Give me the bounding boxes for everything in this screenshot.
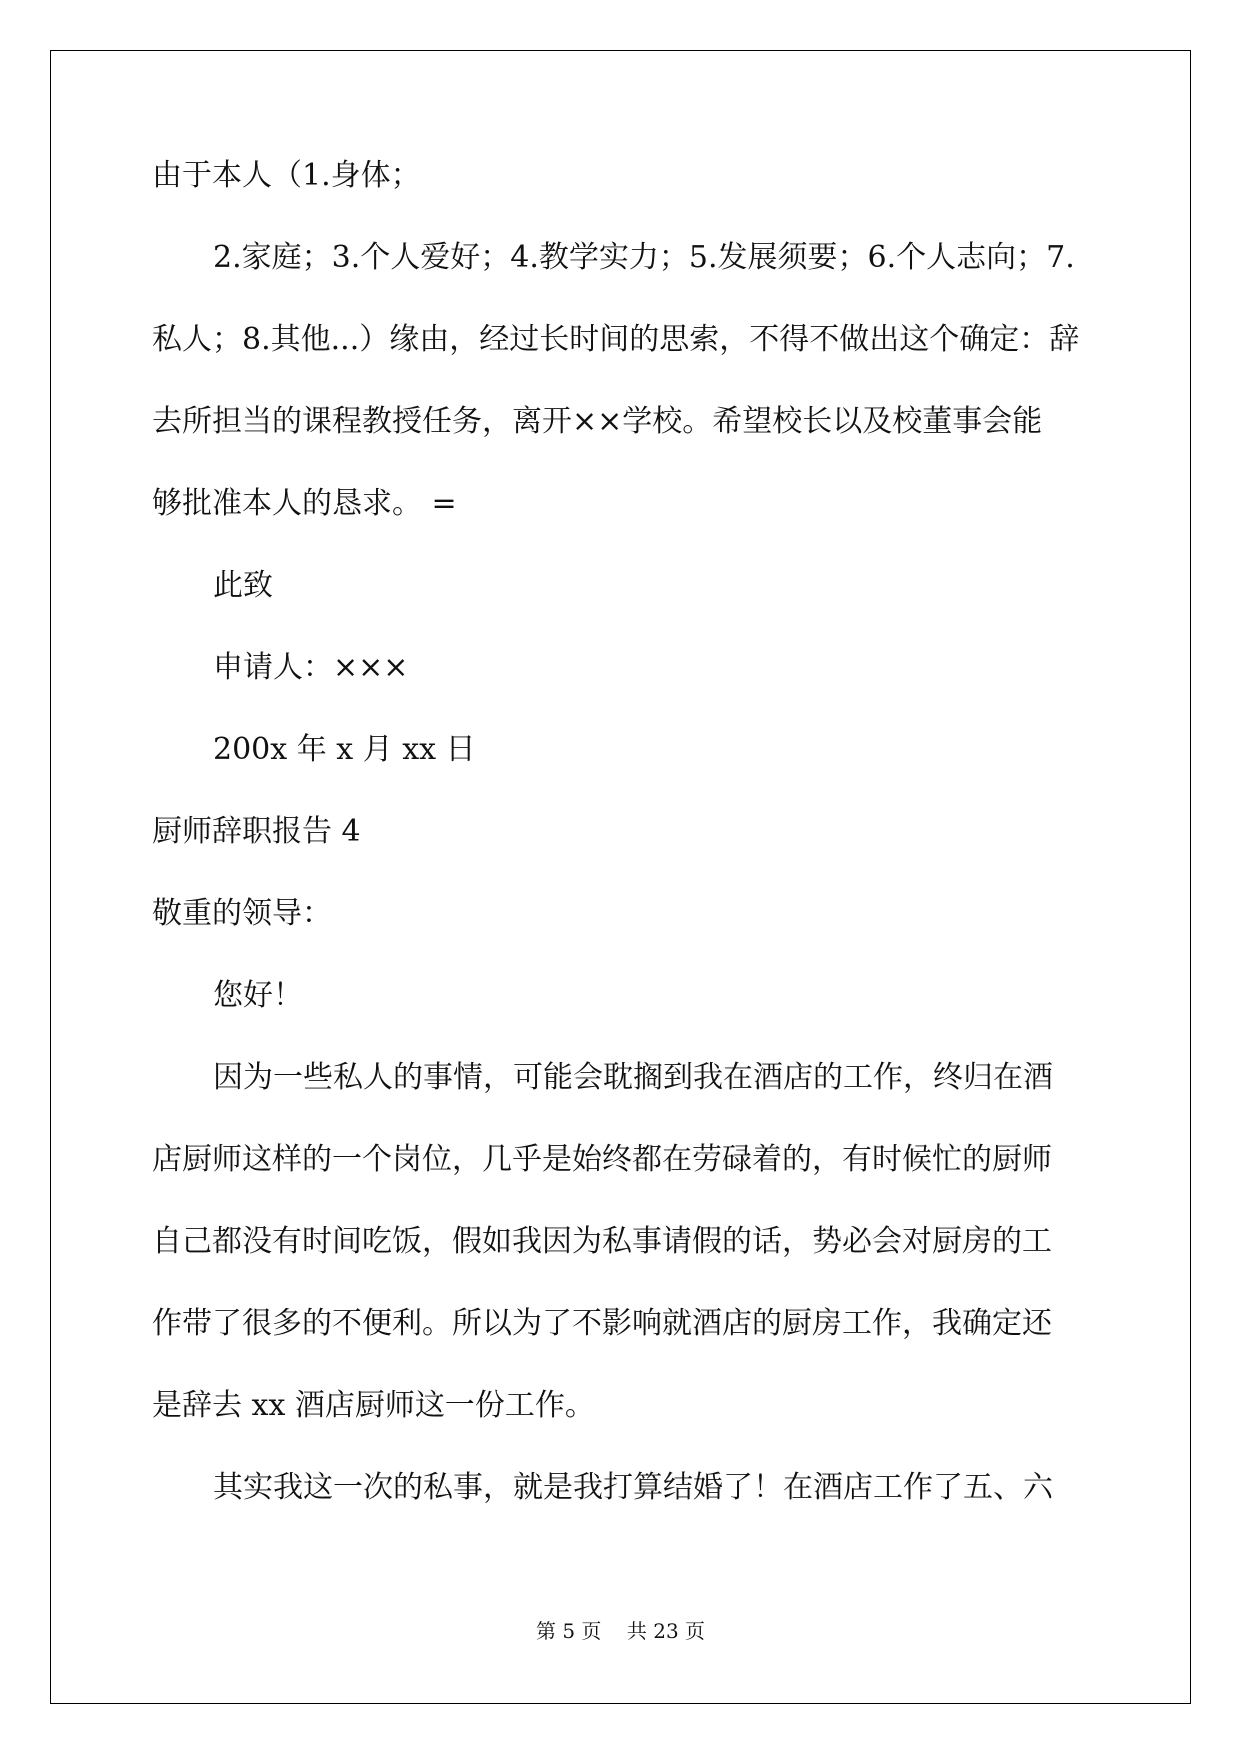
page-total: 共 23 页	[626, 1619, 706, 1643]
text-line: 自己都没有时间吃饭，假如我因为私事请假的话，势必会对厨房的工	[152, 1224, 1052, 1259]
text-line: 此致	[213, 568, 273, 603]
text-line: 因为一些私人的事情，可能会耽搁到我在酒店的工作，终归在酒	[213, 1060, 1053, 1095]
greeting: 您好！	[213, 978, 303, 1013]
text-line: 其实我这一次的私事，就是我打算结婚了！在酒店工作了五、六	[213, 1470, 1053, 1505]
text-line: 由于本人（1.身体；	[152, 158, 421, 193]
text-line: 申请人：×××	[213, 650, 409, 685]
page-footer	[0, 1615, 1241, 1644]
text-line: 私人；8.其他...）缘由，经过长时间的思索，不得不做出这个确定：辞	[152, 322, 1080, 357]
page-border	[50, 50, 1191, 1704]
text-line: 店厨师这样的一个岗位，几乎是始终都在劳碌着的，有时候忙的厨师	[152, 1142, 1052, 1177]
section-heading: 厨师辞职报告 4	[152, 814, 361, 849]
page-number: 第 5 页	[535, 1619, 602, 1643]
text-line: 去所担当的课程教授任务，离开××学校。希望校长以及校董事会能	[152, 404, 1043, 439]
text-line: 是辞去 xx 酒店厨师这一份工作。	[152, 1388, 595, 1423]
text-line: 作带了很多的不便利。所以为了不影响就酒店的厨房工作，我确定还	[152, 1306, 1052, 1341]
salutation: 敬重的领导：	[152, 896, 332, 931]
text-line: 够批准本人的恳求。 =	[152, 486, 457, 521]
text-line: 200x 年 x 月 xx 日	[213, 732, 476, 767]
text-line: 2.家庭；3.个人爱好；4.教学实力；5.发展须要；6.个人志向；7.	[213, 240, 1075, 275]
